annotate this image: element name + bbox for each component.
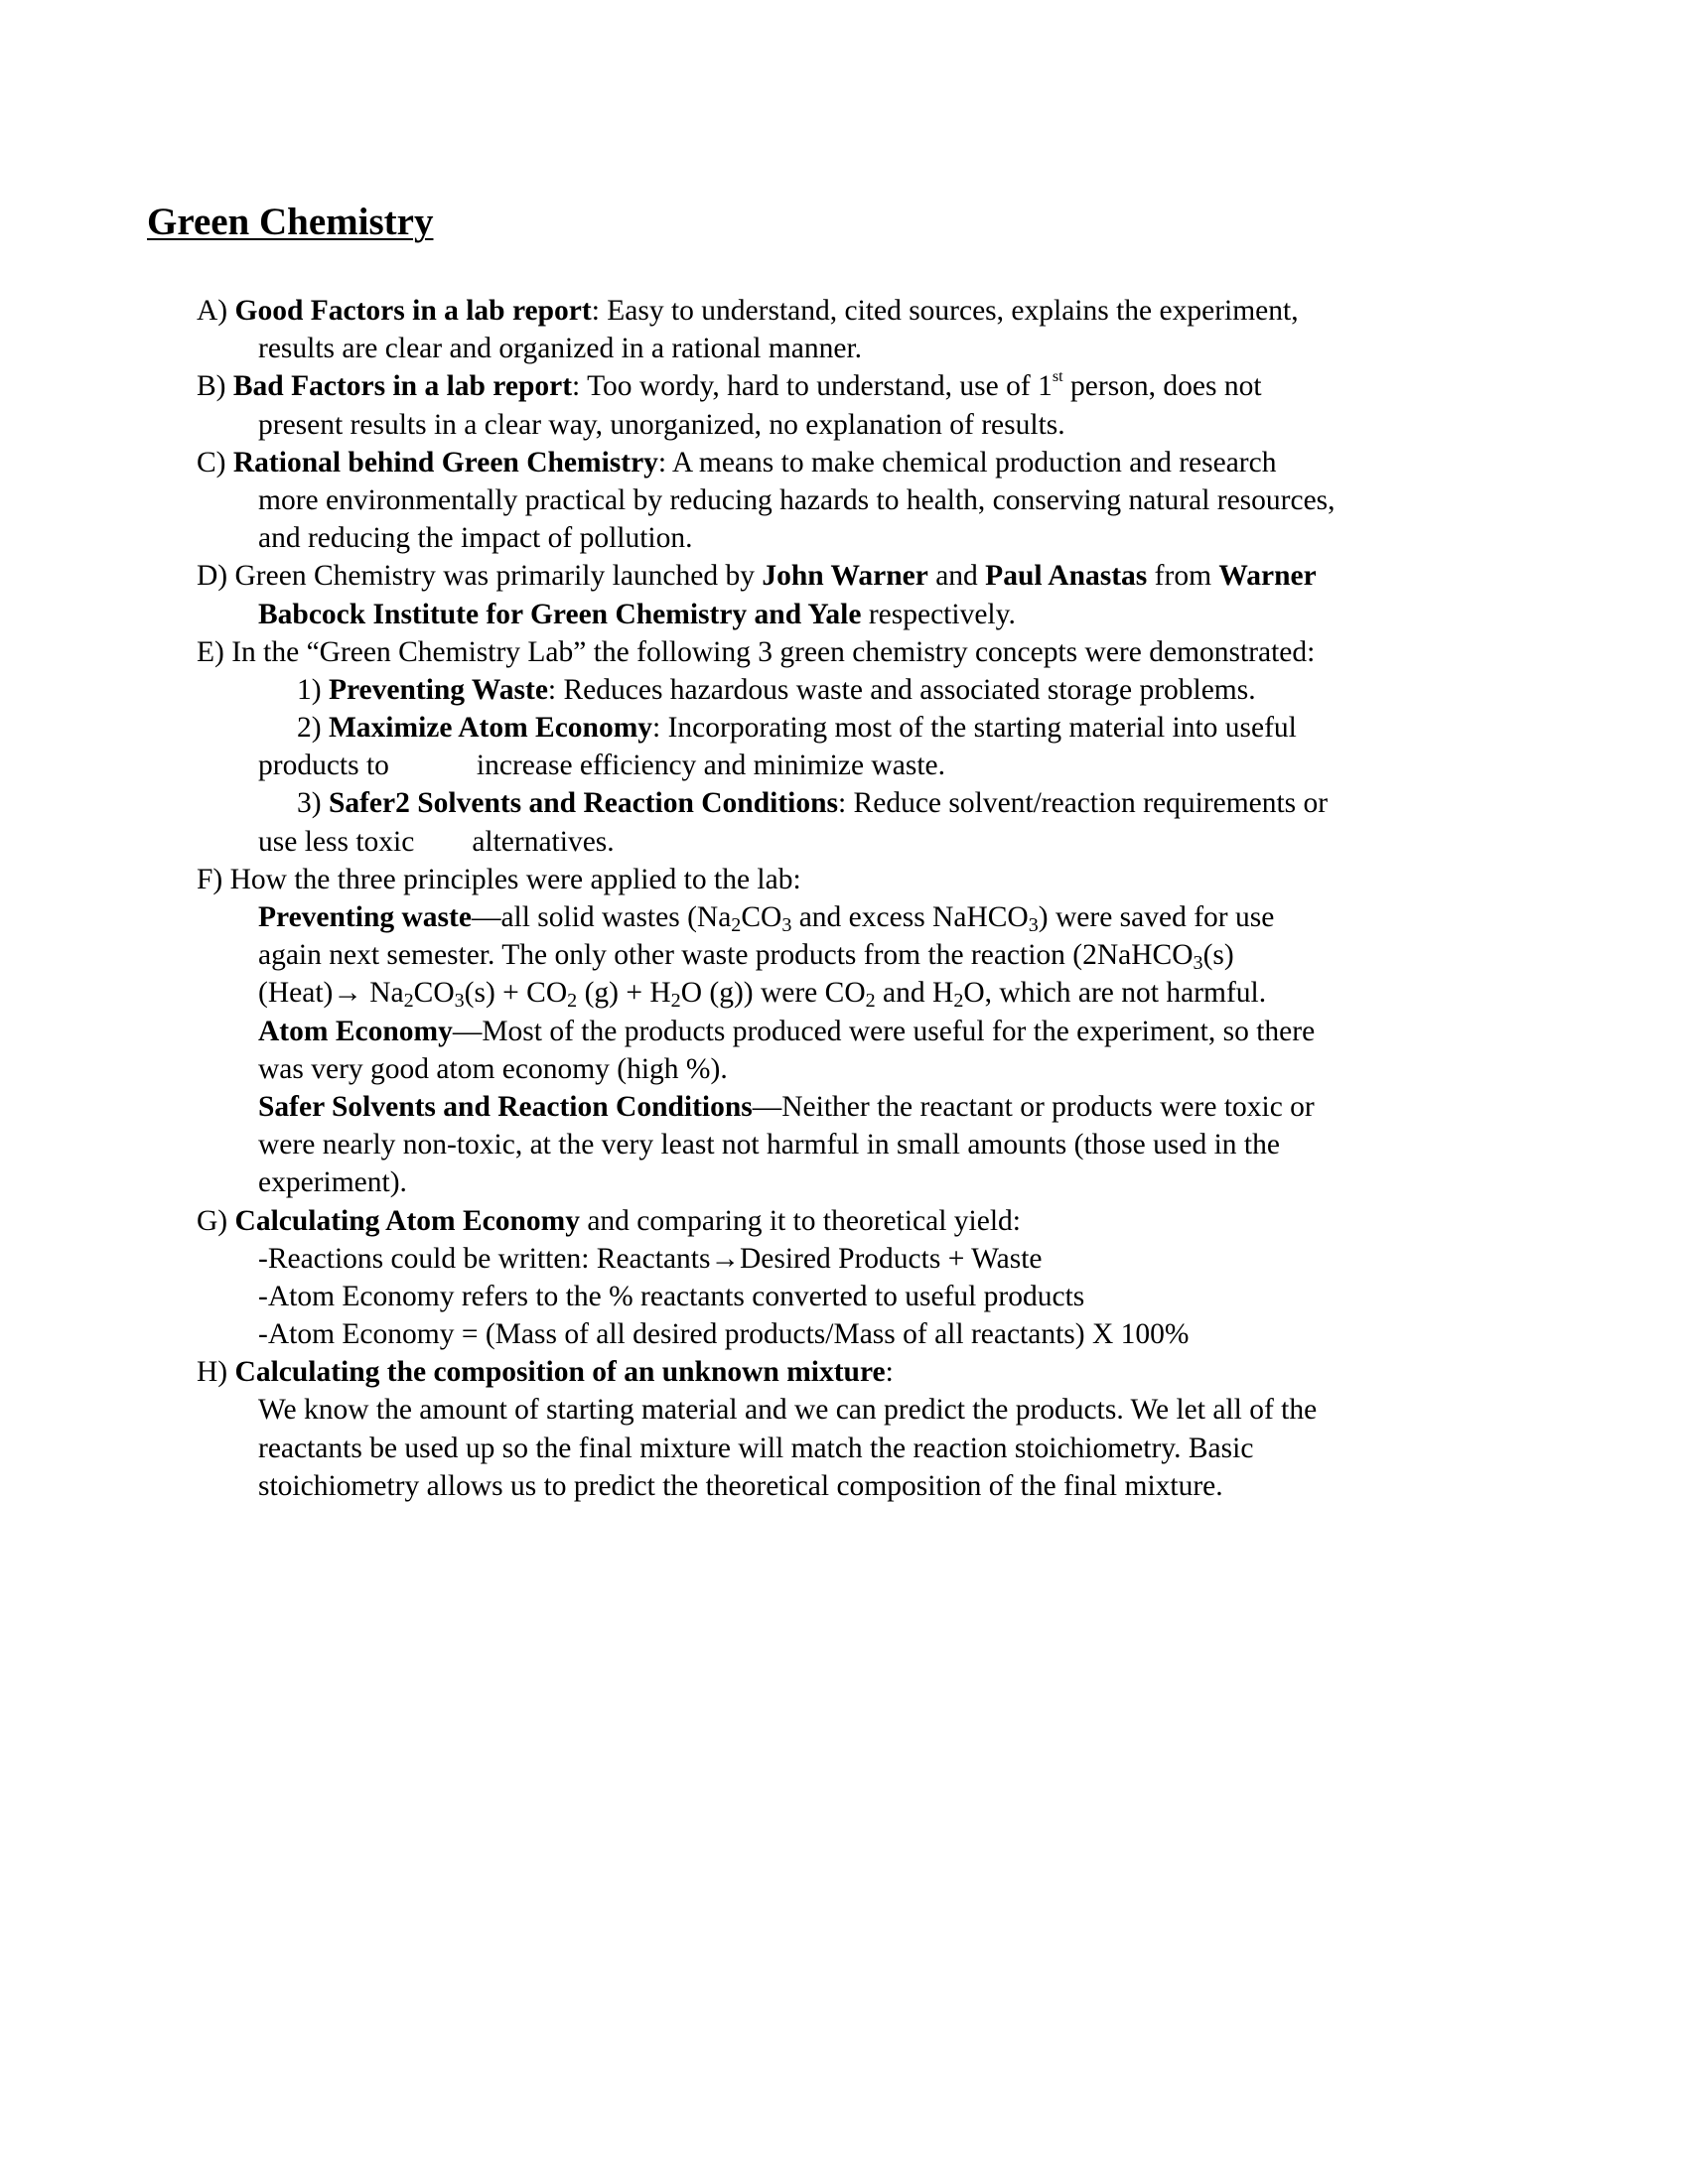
section-d-prefix: D) Green Chemistry was primarily launched by: [197, 560, 763, 593]
subscript: 3: [1193, 952, 1203, 975]
section-h-line-1: [197, 1353, 1487, 1391]
document-body: [197, 292, 1487, 1505]
section-e-item-2-number: 2): [297, 712, 329, 745]
section-f-p1-line-3: [197, 974, 1487, 1012]
section-f-p2-heading: Atom Economy: [258, 1015, 453, 1047]
section-d-from: from: [1147, 560, 1219, 593]
section-e-item-3-heading: Safer2 Solvents and Reaction Conditions: [328, 787, 838, 820]
section-f-p1-line-1: [197, 898, 1487, 936]
section-f-p1-text-d: ) were saved for use: [1038, 901, 1275, 933]
section-h-prefix: H): [197, 1356, 235, 1389]
reaction-equation-b: CO: [413, 977, 455, 1010]
section-d-name-anastas: Paul Anastas: [985, 560, 1148, 593]
section-e-item-3-cont-b: alternatives.: [472, 825, 615, 858]
subscript: 2: [670, 990, 681, 1013]
section-a: [197, 292, 1487, 367]
section-e-item-3-cont-a: use less toxic: [258, 825, 415, 858]
section-f-p2-text: —Most of the products produced were useful for the experiment, so there: [452, 1015, 1316, 1047]
section-g-bullet-2: -Atom Economy refers to the % reactants converted to useful products: [258, 1280, 1085, 1312]
section-c-text: : A means to make chemical production and research: [657, 446, 1277, 478]
section-d-line-2: [197, 596, 1487, 633]
section-d-institute-start: Warner: [1218, 560, 1317, 593]
section-e-item-1-text: : Reduces hazardous waste and associated storage problems.: [547, 673, 1256, 706]
section-d: [197, 557, 1487, 632]
reaction-equation-c: (s) + CO: [464, 977, 568, 1010]
reaction-equation-g: O, which are not harmful.: [963, 977, 1267, 1010]
section-e-item-3-line-2: [197, 823, 1487, 861]
section-a-line-2: results are clear and organized in a rational manner.: [258, 333, 863, 365]
section-c-line-2: more environmentally practical by reducing hazards to health, conserving natural resources,: [258, 483, 1336, 516]
section-h-text: :: [885, 1356, 894, 1389]
section-e-item-3: [197, 784, 1487, 822]
section-g-prefix: G): [197, 1204, 235, 1237]
section-b: [197, 367, 1487, 443]
section-d-institutes: Babcock Institute for Green Chemistry and Yale: [258, 598, 862, 630]
section-a-prefix: A): [197, 295, 235, 327]
section-a-line-1: [197, 292, 1487, 330]
subscript: 2: [865, 990, 876, 1013]
section-f-p1-heading: Preventing waste: [258, 901, 472, 933]
section-g-text: and comparing it to theoretical yield:: [579, 1204, 1021, 1237]
section-a-heading: Good Factors in a lab report: [234, 295, 592, 327]
section-b-prefix: B): [197, 370, 233, 403]
section-c-heading: Rational behind Green Chemistry: [232, 446, 658, 478]
section-c: [197, 444, 1487, 558]
section-b-line-2: present results in a clear way, unorganized, no explanation of results.: [258, 408, 1065, 441]
section-f-p1-text-b: CO: [741, 901, 782, 933]
subscript: 2: [731, 914, 742, 936]
section-f-p2-line-1: [197, 1013, 1487, 1050]
section-b-superscript: st: [1052, 367, 1063, 386]
section-f-intro: F) How the three principles were applied to the lab:: [197, 863, 801, 895]
section-c-prefix: C): [197, 446, 233, 478]
reaction-equation-e: O (g)) were CO: [680, 977, 866, 1010]
section-e-item-1: [197, 671, 1487, 709]
section-f-p3-line-1: [197, 1088, 1487, 1126]
section-e-intro: E) In the “Green Chemistry Lab” the following 3 green chemistry concepts were demonstrated:: [197, 635, 1316, 668]
section-b-text-2: person, does not: [1062, 370, 1262, 403]
section-e: [197, 633, 1487, 861]
reaction-equation-f: and H: [875, 977, 954, 1010]
section-g-line-1: [197, 1202, 1487, 1240]
section-f-p1-text-a: —all solid wastes (Na: [471, 901, 732, 933]
section-e-item-3-number: 3): [297, 787, 329, 820]
subscript: 3: [1028, 914, 1039, 936]
section-b-text: : Too wordy, hard to understand, use of 1: [572, 370, 1053, 403]
section-e-item-2-line-2: [197, 747, 1487, 784]
section-f-p2-line-2: was very good atom economy (high %).: [258, 1052, 728, 1085]
reaction-equation-a: (Heat)→ Na: [258, 977, 404, 1010]
subscript: 2: [953, 990, 964, 1013]
section-h-line-4: stoichiometry allows us to predict the theoretical composition of the final mixture.: [258, 1469, 1223, 1502]
section-f-p1-text-c: and excess NaHCO: [791, 901, 1029, 933]
section-g-heading: Calculating Atom Economy: [234, 1204, 580, 1237]
section-g: [197, 1202, 1487, 1354]
section-h: [197, 1353, 1487, 1505]
section-d-text: respectively.: [861, 598, 1016, 630]
section-e-item-3-text: : Reduce solvent/reaction requirements or: [837, 787, 1329, 820]
section-e-item-2: [197, 709, 1487, 747]
section-c-line-3: and reducing the impact of pollution.: [258, 522, 693, 555]
section-f-p3-line-3: experiment).: [258, 1166, 407, 1199]
section-f-p3-text: —Neither the reactant or products were toxic or: [752, 1090, 1315, 1123]
section-e-item-2-cont-a: products to: [258, 750, 389, 782]
section-e-item-2-heading: Maximize Atom Economy: [328, 712, 653, 745]
section-f: [197, 861, 1487, 1202]
section-d-name-warner: John Warner: [762, 560, 928, 593]
section-b-heading: Bad Factors in a lab report: [232, 370, 573, 403]
section-e-item-2-cont-b: increase efficiency and minimize waste.: [476, 750, 945, 782]
section-f-p3-line-2: were nearly non-toxic, at the very least not harmful in small amounts (those used in the: [258, 1129, 1280, 1161]
section-e-item-1-heading: Preventing Waste: [328, 673, 548, 706]
section-h-heading: Calculating the composition of an unknown mixture: [234, 1356, 886, 1389]
section-h-line-3: reactants be used up so the final mixture will match the reaction stoichiometry. Basic: [258, 1432, 1254, 1464]
subscript: 3: [781, 914, 792, 936]
subscript: 3: [454, 990, 465, 1013]
reaction-equation-d: (g) + H: [577, 977, 671, 1010]
section-d-and: and: [927, 560, 986, 593]
section-f-p1-text-e: again next semester. The only other waste products from the reaction (2NaHCO: [258, 939, 1194, 972]
section-a-text: : Easy to understand, cited sources, explains the experiment,: [591, 295, 1299, 327]
subscript: 2: [567, 990, 578, 1013]
section-b-line-1: [197, 367, 1487, 405]
section-h-line-2: We know the amount of starting material and we can predict the products. We let all of the: [258, 1394, 1318, 1427]
section-d-line-1: [197, 557, 1487, 595]
section-e-item-2-text: : Incorporating most of the starting material into useful: [652, 712, 1297, 745]
subscript: 2: [403, 990, 414, 1013]
section-g-bullet-3: -Atom Economy = (Mass of all desired products/Mass of all reactants) X 100%: [258, 1318, 1190, 1351]
section-g-bullet-1: -Reactions could be written: Reactants→Desired Products + Waste: [258, 1242, 1043, 1275]
section-f-p1-text-f: (s): [1202, 939, 1234, 972]
section-e-item-1-number: 1): [297, 673, 329, 706]
section-f-p1-line-2: [197, 936, 1487, 974]
section-c-line-1: [197, 444, 1487, 481]
page-title: Green Chemistry: [147, 201, 434, 243]
section-f-p3-heading: Safer Solvents and Reaction Conditions: [258, 1090, 753, 1123]
